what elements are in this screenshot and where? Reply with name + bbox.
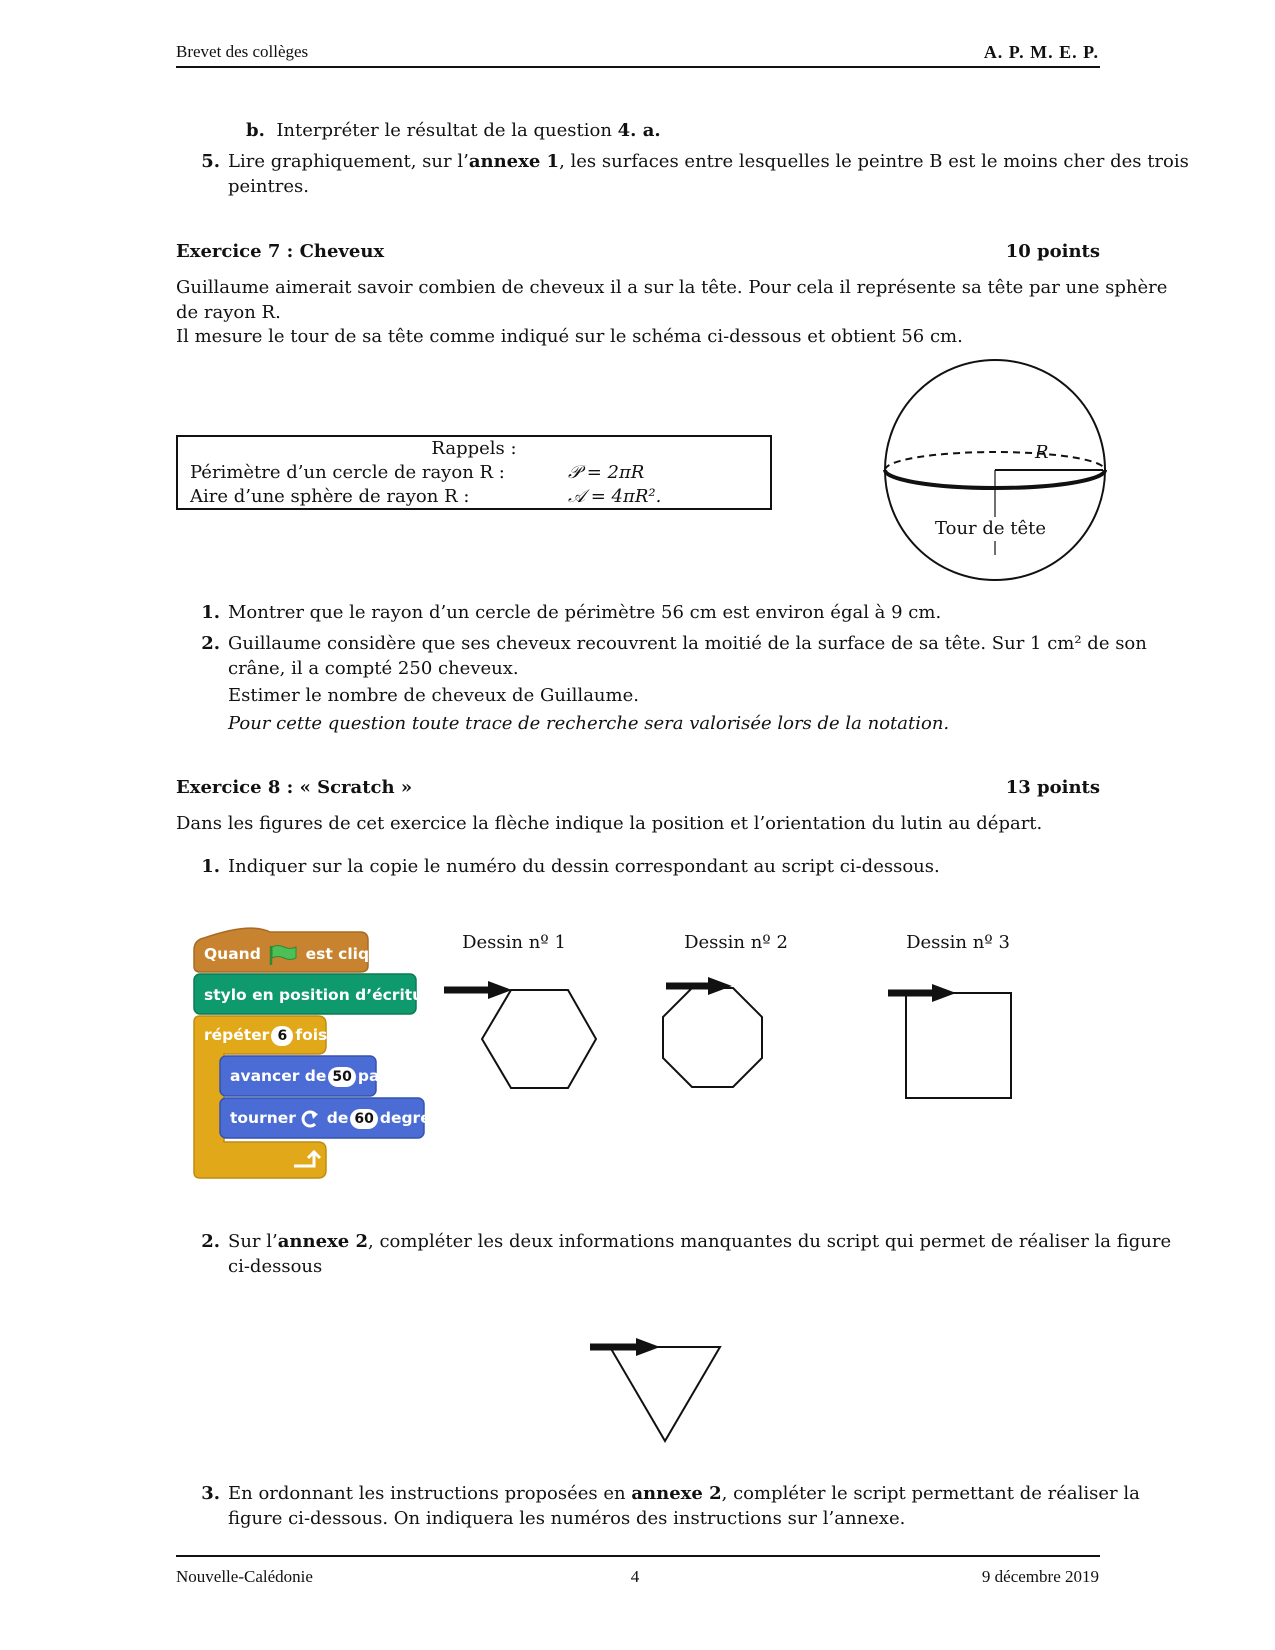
question-text: figure ci-dessous. On indiquera les numéros des instructions sur l’annexe.: [228, 1507, 906, 1529]
header-left: Brevet des collèges: [176, 42, 309, 61]
exercise-points: 10 points: [1005, 241, 1100, 262]
event-block-text: [204, 942, 391, 966]
footer-right: 9 décembre 2019: [981, 1567, 1099, 1586]
question-text: Montrer que le rayon d’un cercle de périmètre 56 cm est environ égal à 9 cm.: [228, 602, 942, 623]
repeat-text: [204, 1024, 327, 1046]
drawing-3-square: [888, 984, 1011, 1098]
annex-ref: annexe 2: [631, 1483, 722, 1504]
question-6-5: [194, 150, 1189, 199]
intro-line: Guillaume aimerait savoir combien de cheveux il a sur la tête. Pour cela il représente sa tête par une sphère: [176, 277, 1168, 298]
question-6-4b: [246, 119, 661, 143]
clicked-label: est cliqué: [305, 945, 391, 963]
question-text: Lire graphiquement, sur l’: [228, 151, 469, 172]
annex-ref: annexe 2: [277, 1231, 368, 1252]
rotate-right-icon: [301, 1110, 321, 1128]
exercise-8-intro: Dans les figures de cet exercice la flèche indique la position et l’orientation du lutin au départ.: [176, 813, 1043, 834]
question-number: 1.: [201, 856, 220, 877]
question-number: 2.: [201, 633, 220, 654]
drawing-1-hexagon: [444, 981, 596, 1088]
question-text: Interpréter le résultat de la question: [276, 120, 618, 141]
reminder-formula: 𝒜 = 4πR².: [568, 486, 662, 507]
exercise-8-heading: [176, 776, 1100, 800]
question-text: Estimer le nombre de cheveux de Guillaume.: [228, 685, 639, 706]
question-number: 5.: [201, 151, 220, 172]
reminder-box: [176, 435, 772, 510]
sprite-arrow-head: [708, 977, 732, 995]
move-steps-value: 50: [328, 1067, 355, 1087]
question-ref: 4. a.: [617, 120, 661, 141]
turn-text: [230, 1107, 440, 1129]
reminder-formula: 𝒫 = 2πR: [568, 462, 645, 483]
equator-back: [885, 452, 1105, 470]
question-number: 2.: [201, 1231, 220, 1252]
question-text: Sur l’: [228, 1231, 278, 1252]
ex8-question-2: [194, 1230, 1172, 1279]
sprite-arrow-head: [636, 1338, 660, 1356]
question-label: b.: [246, 120, 265, 141]
drawings: [436, 968, 1036, 1118]
drawing-3-label: Dessin nº 3: [906, 932, 1010, 953]
annex-ref: annexe 1: [468, 151, 560, 172]
question-text-line2: peintres.: [228, 175, 309, 197]
sphere-diagram: [870, 355, 1120, 595]
question-note: Pour cette question toute trace de recherche sera valorisée lors de la notation.: [228, 712, 950, 734]
ex8-question-1: [194, 855, 940, 879]
question-text: crâne, il a compté 250 cheveux.: [228, 657, 519, 679]
header-right: A. P. M. E. P.: [983, 42, 1099, 62]
pen-down-text: stylo en position d’écriture: [204, 986, 442, 1004]
reminder-label: Aire d’une sphère de rayon R :: [190, 486, 470, 507]
question-text-cont: , les surfaces entre lesquelles le peintre B est le moins cher des trois: [559, 151, 1189, 172]
question-number: 1.: [201, 602, 220, 623]
question-text: ci-dessous: [228, 1255, 323, 1277]
reminder-title: Rappels :: [431, 438, 517, 459]
question-text-cont: , compléter les deux informations manquantes du script qui permet de réaliser la figure: [368, 1231, 1172, 1252]
drawing-2-label: Dessin nº 2: [684, 932, 788, 953]
turn-label: tourner: [230, 1109, 296, 1127]
scratch-script: [190, 922, 442, 1182]
page-number: 4: [630, 1567, 640, 1586]
green-flag-icon: [268, 944, 298, 966]
exercise-7-heading: [176, 240, 1100, 264]
question-number: 3.: [201, 1483, 220, 1504]
exercise-points: 13 points: [1005, 777, 1100, 798]
exercise-title: Exercice 8 : « Scratch »: [176, 777, 413, 798]
drawing-2-octagon: [663, 977, 762, 1087]
head-circumference-label: Tour de tête: [935, 518, 1047, 539]
radius-label: R: [1035, 442, 1049, 463]
reminder-label: Périmètre d’un cercle de rayon R :: [190, 462, 505, 483]
of-label: de: [326, 1109, 349, 1127]
when-label: Quand: [204, 945, 261, 963]
turn-angle-value: 60: [350, 1109, 377, 1129]
header-rule: [176, 66, 1100, 68]
question-text-cont: , compléter le script permettant de réaliser la: [721, 1483, 1140, 1504]
question-text: Indiquer sur la copie le numéro du dessin correspondant au script ci-dessous.: [228, 856, 940, 877]
question-text: En ordonnant les instructions proposées en: [228, 1483, 632, 1504]
intro-line: de rayon R.: [176, 301, 281, 323]
exercise-title: Exercice 7 : Cheveux: [176, 241, 385, 262]
footer-left: Nouvelle-Calédonie: [176, 1567, 313, 1586]
ex8-question-3: [194, 1482, 1140, 1531]
steps-label: pas: [357, 1067, 389, 1085]
repeat-label: répéter: [204, 1026, 270, 1044]
drawing-1-label: Dessin nº 1: [462, 932, 566, 953]
ex7-question-1: [194, 601, 941, 625]
ex7-question-2: [194, 632, 1147, 736]
sprite-arrow-head: [932, 984, 956, 1002]
exercise-7-intro: [176, 276, 1168, 350]
triangle-figure: [580, 1335, 730, 1455]
degrees-label: degrés: [379, 1109, 440, 1127]
move-label: avancer de: [230, 1067, 327, 1085]
move-text: [230, 1065, 389, 1087]
repeat-count: 6: [271, 1026, 293, 1046]
footer-rule: [176, 1555, 1100, 1557]
intro-line: Il mesure le tour de sa tête comme indiqué sur le schéma ci-dessous et obtient 56 cm.: [176, 326, 963, 347]
times-label: fois: [295, 1026, 328, 1044]
question-text: Guillaume considère que ses cheveux recouvrent la moitié de la surface de sa tête. Sur 1 cm² de son: [228, 633, 1147, 654]
